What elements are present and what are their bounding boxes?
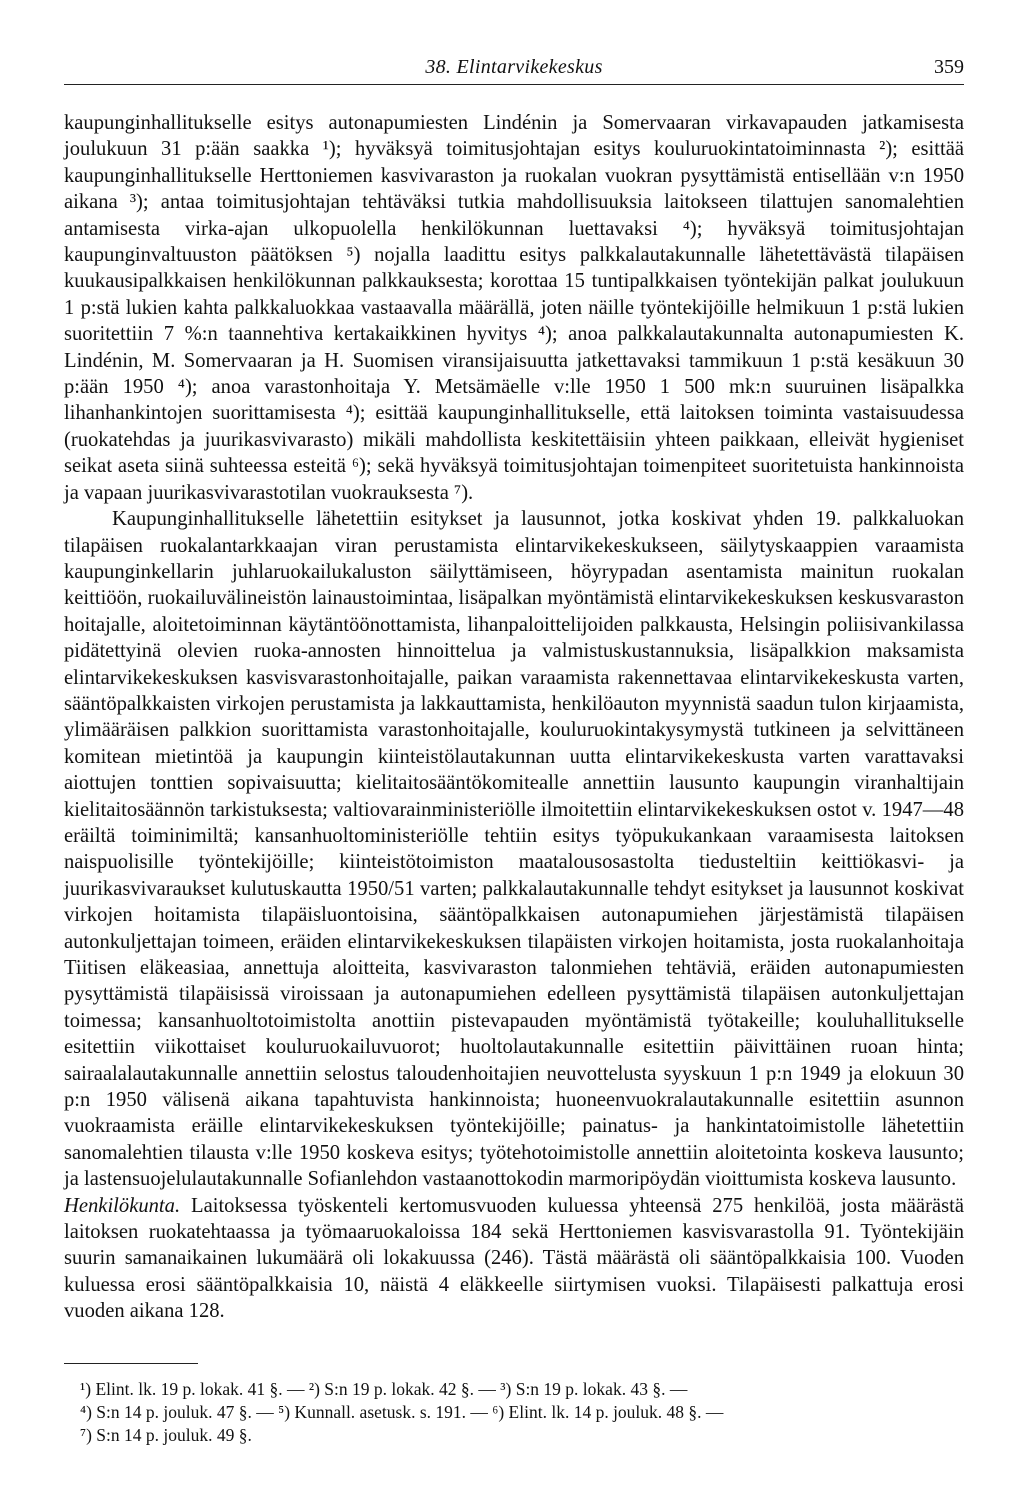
- footnote-line-3: ⁷) S:n 14 p. jouluk. 49 §.: [80, 1425, 252, 1445]
- header-rule: [64, 84, 964, 85]
- paragraph-2: Kaupunginhallitukselle lähetettiin esitykset ja lausunnot, jotka koskivat yhden 19. palkkaluokan tilapäisen ruokalantarkkaajan viran perustamista elintarvikekeskukseen, säilytyskaappien varaamista kaupunginkellarin juhlaruokailukaluston säilyttämiseen, höyrypadan asentamista mainitun ruokalan keittiöön, ruokailuvälineistön lainaustoimintaa, lisäpalkan myöntämistä elintarvikekeskuksen keskusvaraston hoitajalle, aloitetoiminnan käytäntöönottamista, lihanpaloittelijoiden palkkausta, Helsingin poliisivankilassa pidätettyinä olevien ruoka-annosten hinnoittelua ja valmistuskustannuksia, lisäpalkkion maksamista elintarvikekeskuksen kasvisvarastonhoitajalle, paikan varaamista rakennettavaa elintarvikekeskusta varten, sääntöpalkkaisten virkojen perustamista ja lakkauttamista, henkilöauton myynnistä saadun tulon kirjaamista, ylimääräisen palkkion suorittamista varastonhoitajalle, kouluruokintakysymystä tutkineen ja selvittäneen komitean mietintöä ja kaupungin kiinteistölautakunnan uutta elintarvikekeskusta varten varattavaksi aiottujen tonttien sopivaisuutta; kielitaitosääntökomitealle annettiin lausunto kaupungin viranhaltijain kielitaitosäännön tarkistuksesta; valtiovarainministeriölle ilmoitettiin elintarvikekeskuksen ostot v. 1947—48 eräiltä toiminimiltä; kansanhuoltoministeriölle tehtiin esitys työpukukankaan varaamisesta laitoksen naispuolisille työntekijöille; kiinteistötoimiston maatalousosastolta tiedusteltiin keittiökasvi- ja juurikasvivaraukset kulutuskautta 1950/51 varten; palkkalautakunnalle tehdyt esitykset ja lausunnot koskivat virkojen hoitamista tilapäisluontoisina, sääntöpalkkaisen autonapumiehen järjestämistä tilapäisen autonkuljettajan toimeen, eräiden elintarvikekeskuksen tilapäisten virkojen hoitamista, josta ruokalanhoitaja Tiitisen eläkeasiaa, annettuja aloitteita, kasvivaraston talonmiehen tehtäviä, eräiden autonapumiesten pysyttämistä tilapäisissä viroissaan ja autonapumiehen edelleen pysyttämistä tilapäisen autonkuljettajan toimessa; kansanhuoltotoimistolta anottiin pistevapauden myöntämistä työtakeille; kouluhallitukselle esitettiin viikottaiset kouluruokailuvuorot; huoltolautakunnalle esitettiin päivittäinen ruoan hinta; sairaalalautakunnalle annettiin selostus taloudenhoitajien neuvottelusta syyskuun 1 p:n 1949 ja elokuun 30 p:n 1950 välisenä aikana tapahtuvista hankinnoista; huoneenvuokralautakunnalle esitettiin asunnon vuokraamista eräille elintarvikekeskuksen työntekijöille; painatus- ja hankintatoimistolle lähetettiin sanomalehtien tilausta v:lle 1950 koskeva esitys; työtehotoimistolle annettiin aloitetointa koskeva lausunto; ja lastensuojelulautakunnalle Sofianlehdon vastaanottokodin marmoripöydän vioittumista koskeva lausunto.: [64, 508, 964, 1191]
- footnote-rule: [64, 1363, 198, 1364]
- body-text: [64, 110, 964, 1325]
- paragraph-3-heading: Henkilökunta.: [64, 1194, 181, 1217]
- footnote-line-1: ¹) Elint. lk. 19 p. lokak. 41 §. — ²) S:n 19 p. lokak. 42 §. — ³) S:n 19 p. lokak. 43 §. —: [80, 1379, 688, 1399]
- page-number: 359: [934, 56, 964, 78]
- footnote-line-2: ⁴) S:n 14 p. jouluk. 47 §. — ⁵) Kunnall. asetusk. s. 191. — ⁶) Elint. lk. 14 p. jouluk. 48 §. —: [80, 1402, 724, 1422]
- section-title: 38. Elintarvikekeskus: [425, 56, 603, 78]
- paragraph-3-text: Laitoksessa työskenteli kertomusvuoden kuluessa yhteensä 275 henkilöä, josta määrästä laitoksen ruokatehtaassa ja työmaaruokaloissa 184 sekä Herttoniemen kasvisvarastolla 91. Työntekijäin suurin samanaikainen lukumäärä oli lokakuussa (246). Tästä määrästä oli sääntöpalkkaisia 100. Vuoden kuluessa erosi sääntöpalkkaisia 10, näistä 4 eläkkeelle siirtymisen vuoksi. Tilapäisesti palkattuja erosi vuoden aikana 128.: [64, 1194, 964, 1323]
- running-header: [64, 54, 964, 82]
- footnotes: [80, 1378, 964, 1447]
- paragraph-1: kaupunginhallitukselle esitys autonapumiesten Lindénin ja Somervaaran virkavapauden jatkamisesta joulukuun 31 p:ään saakka ¹); hyväksyä toimitusjohtajan esitys kouluruokintatoiminnasta ²); esittää kaupunginhallitukselle Herttoniemen kasvivaraston ja ruokalan vuokran pysyttämistä entisellään v:n 1950 aikana ³); antaa toimitusjohtajan tehtäväksi tutkia mahdollisuuksia laitokseen tilattujen sanomalehtien antamisesta virka-ajan ulkopuolella henkilökunnan luettavaksi ⁴); hyväksyä toimitusjohtajan kaupunginvaltuuston päätöksen ⁵) nojalla laadittu esitys palkkalautakunnalle lähetettävästä tilapäisen kuukausipalkkaisen henkilökunnan palkkauksesta; korottaa 15 tuntipalkkaisen työntekijän palkat joulukuun 1 p:stä lukien kahta palkkaluokkaa vastaavalla määrällä, joten näille työntekijöille helmikuun 1 p:stä lukien suoritettiin 7 %:n taannehtiva kertakaikkinen hyvitys ⁴); anoa palkkalautakunnalta autonapumiesten K. Lindénin, M. Somervaaran ja H. Suomisen viransijaisuutta jatkettavaksi tammikuun 1 p:stä kesäkuun 30 p:ään 1950 ⁴); anoa varastonhoitaja Y. Metsämäelle v:lle 1950 1 500 mk:n suuruinen lisäpalkka lihanhankintojen suorittamisesta ⁴); esittää kaupunginhallitukselle, että laitoksen toiminta vastaisuudessa (ruokatehdas ja juurikasvivarasto) mikäli mahdollista keskitettäisiin yhteen paikkaan, elleivät hygieniset seikat aseta siinä suhteessa esteitä ⁶); sekä hyväksyä toimitusjohtajan toimenpiteet suoritetuista hankinnoista ja vapaan juurikasvivarastotilan vuokrauksesta ⁷).: [64, 112, 964, 504]
- paragraph-3: [64, 1193, 964, 1325]
